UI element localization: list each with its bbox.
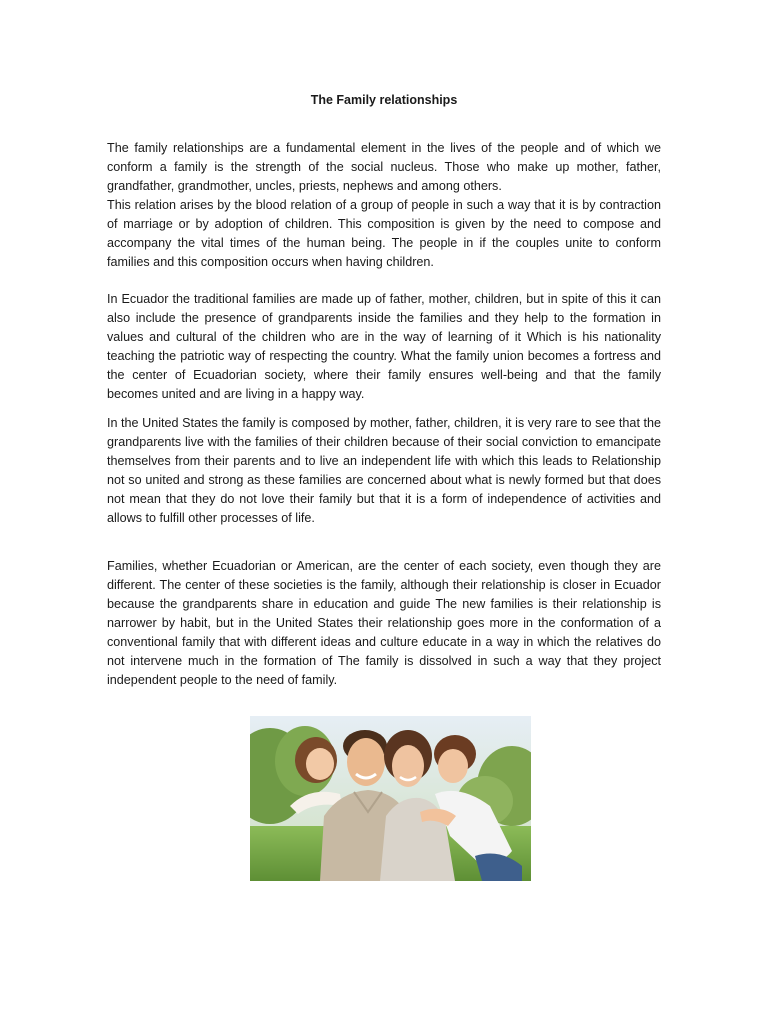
girl-face <box>306 748 334 780</box>
boy-face <box>438 749 468 783</box>
document-title: The Family relationships <box>310 93 458 107</box>
paragraph-2: This relation arises by the blood relation of a group of people in such a way that it is by contraction of marriage or by adoption of children. This composition is given by the need to compose and accompany the vital times of the human being. The people in if the couples unite to conform families and this composition occurs when having children. <box>107 198 661 269</box>
paragraph-5: Families, whether Ecuadorian or American, are the center of each society, even though they are different. The center of these societies is the family, although their relationship is closer in Ecuador because the grandparents share in education and guide The new families is their relationship is narrower by habit, but in the United States their relationship goes more in the conformation of a conventional family that with different ideas and culture educate in a way in which the relatives do not intervene much in the formation of The family is dissolved in such a way that they project independent people to the need of family. <box>107 559 661 687</box>
paragraph-3: In Ecuador the traditional families are made up of father, mother, children, but in spite of this it can also include the presence of grandparents inside the families and they help to the formation in values and cultural of the children who are in the way of learning of it Which is his nationality teaching the patriotic way of respecting the country. What the family union becomes a fortress and the center of Ecuadorian society, where their family ensures well-being and that the family becomes united and are living in a happy way. <box>107 292 661 401</box>
family-photo-icon <box>250 716 531 881</box>
paragraph-1: The family relationships are a fundamental element in the lives of the people and of which we conform a family is the strength of the social nucleus. Those who make up mother, father, grandfather, grandmother, uncles, priests, nephews and among others. <box>107 141 661 193</box>
family-photo <box>250 716 531 881</box>
paragraph-4: In the United States the family is composed by mother, father, children, it is very rare to see that the grandparents live with the families of their children because of their social conviction to emancipate themselves from their parents and to live an independent life with which this leads to Relationship not so united and strong as these families are concerned about what is newly formed but that does not mean that they do not love their family but that it is a form of independence of activities and allows to fulfill other processes of life. <box>107 416 661 525</box>
